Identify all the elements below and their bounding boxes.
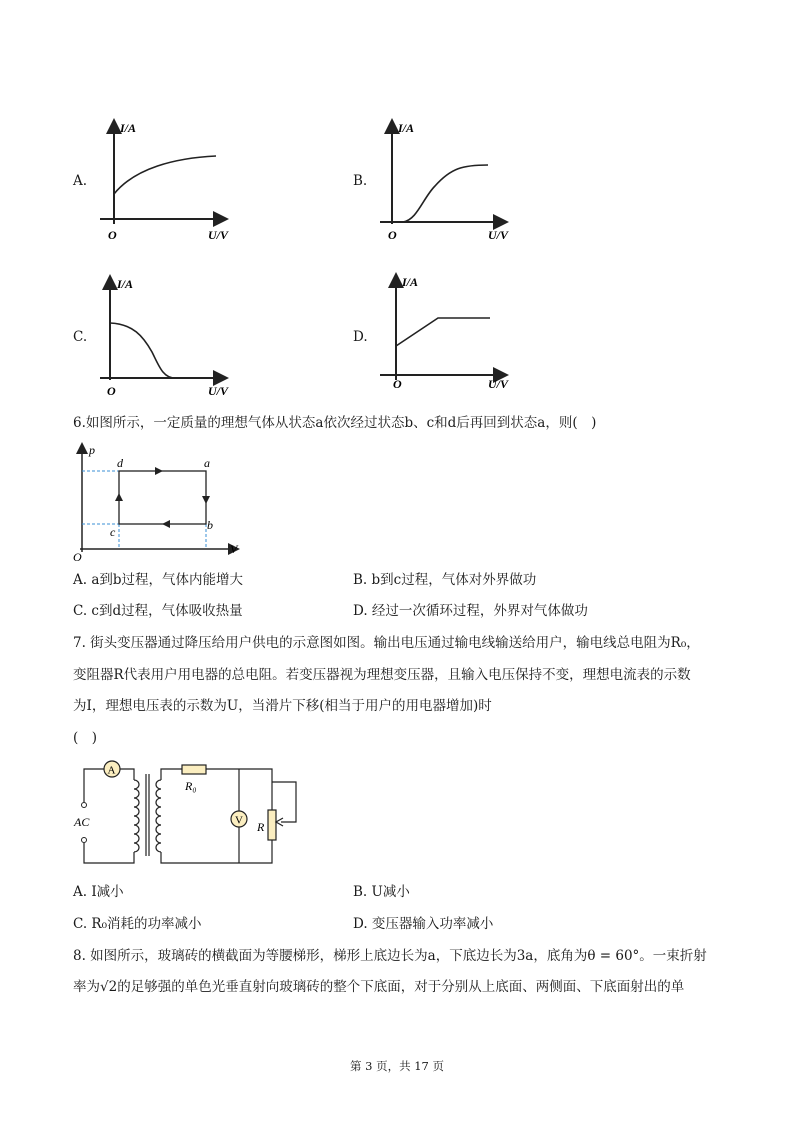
point-d: d [117,456,123,470]
q7-line-3: 为I，理想电压表的示数为U，当滑片下移(相当于用户的用电器增加)时 [73,698,492,714]
y-axis-label: I/A [117,277,134,291]
option-a-label: A. [73,173,88,189]
graph-d [375,268,515,400]
q7-paren: ( ) [73,730,98,746]
q7-line-1: 7. 街头变压器通过降压给用户供电的示意图如图。输出电压通过输电线输送给用户，输电线总电阻为R₀， [73,635,700,651]
curve [114,156,216,194]
svg-text:A: A [107,764,116,777]
graph-b [375,112,515,244]
option-d-label: D. [353,329,368,345]
q7-circuit [70,756,320,868]
origin-label: O [393,377,402,391]
q6-option-b: B. b到c过程，气体对外界做功 [353,572,537,588]
curve [403,165,488,222]
svg-text:V: V [235,814,243,827]
q7-option-a: A. I减小 [73,884,124,900]
q7-option-b: B. U减小 [353,884,410,900]
r0-label: R₀ [185,779,197,793]
y-axis-label: I/A [398,121,415,135]
p-label: p [89,443,95,457]
terminal-top [82,803,87,808]
point-b: b [207,518,213,532]
y-axis-label: I/A [402,275,419,289]
curve [396,318,490,346]
q6-stem: 6.如图所示，一定质量的理想气体从状态a依次经过状态b、c和d后再回到状态a，则( ) [73,415,597,431]
cycle-rectangle [119,471,206,524]
point-c: c [110,525,116,539]
resistor-r0 [182,765,206,774]
q6-option-c: C. c到d过程，气体吸收热量 [73,603,243,619]
q7-option-d: D. 变压器输入功率减小 [353,916,494,932]
v-label: V [230,542,238,556]
curve [110,323,205,378]
q6-option-d: D. 经过一次循环过程，外界对气体做功 [353,603,588,619]
x-axis-label: U/V [208,228,229,242]
point-a: a [204,456,210,470]
q7-line-2: 变阻器R代表用户用电器的总电阻。若变压器视为理想变压器，且输入电压保持不变，理想电流表的示数 [73,667,691,683]
origin-label: O [107,384,116,398]
page-footer: 第 3 页，共 17 页 [349,1059,445,1073]
terminal-bottom [82,838,87,843]
q6-option-a: A. a到b过程，气体内能增大 [73,572,244,588]
primary-coil [134,780,139,852]
x-axis-label: U/V [488,377,509,391]
option-b-label: B. [353,173,368,189]
q8-line-2: 率为√2的足够强的单色光垂直射向玻璃砖的整个下底面，对于分别从上底面、两侧面、下底面射出的单 [73,979,685,995]
q6-pv-diagram [72,440,252,565]
secondary-coil [156,780,161,852]
graph-a [95,112,235,244]
x-axis-label: U/V [488,228,509,242]
origin-label: O [108,228,117,242]
graph-c [95,268,235,400]
option-c-label: C. [73,329,88,345]
ac-source-label: AC [74,815,90,829]
r-label: R [257,820,265,834]
x-axis-label: U/V [208,384,229,398]
rheostat-r [268,810,276,840]
origin-label: O [73,550,82,564]
y-axis-label: I/A [120,121,137,135]
origin-label: O [388,228,397,242]
q7-option-c: C. R₀消耗的功率减小 [73,916,202,932]
q8-line-1: 8. 如图所示，玻璃砖的横截面为等腰梯形，梯形上底边长为a，下底边长为3a，底角为θ = 60°。一束折射 [73,948,707,964]
